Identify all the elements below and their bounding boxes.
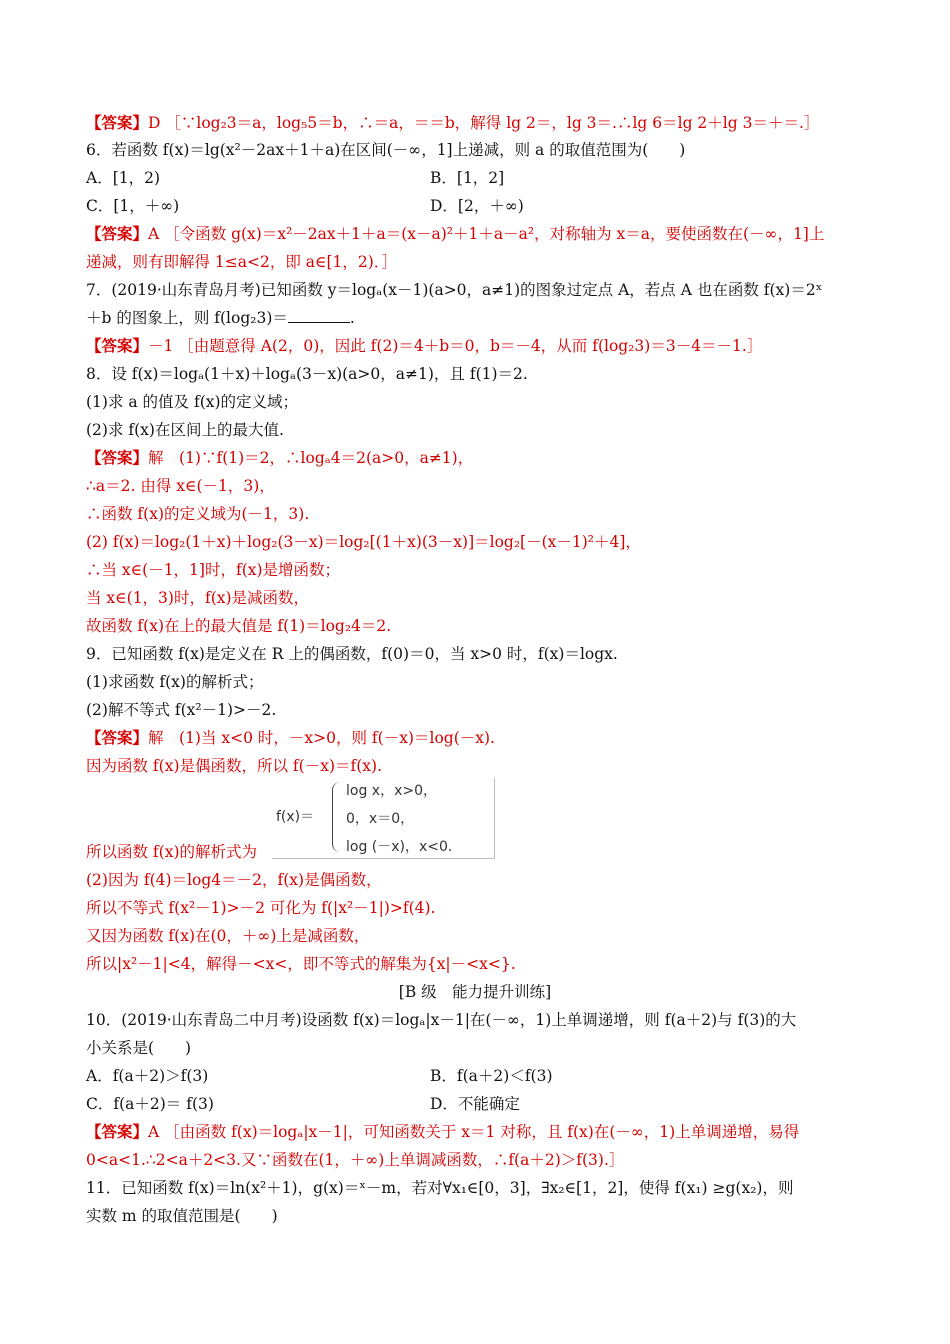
option-b: B．[1，2] xyxy=(430,169,505,187)
question-7-cont: ＋b 的图象上，则 f(log₂3)＝ . xyxy=(86,309,355,327)
answer-8-line-3: ∴函数 f(x)的定义域为(－1，3). xyxy=(86,505,310,523)
answer-10: 【答案】A ［由函数 f(x)＝logₐ|x－1|，可知函数关于 x＝1 对称，且 f(x)在(－∞，1)上单调递增，易得 xyxy=(86,1123,800,1141)
option-d: D．不能确定 xyxy=(430,1095,520,1113)
answer-9-line-5: 所以不等式 f(x²－1)>－2 可化为 f(|x²－1|)>f(4). xyxy=(86,899,436,917)
answer-9-line-2: 因为函数 f(x)是偶函数，所以 f(－x)＝f(x). xyxy=(86,757,382,775)
answer-10-cont: 0<a<1.∴2<a＋2<3.又∵函数在(1，＋∞)上单调减函数，∴f(a＋2)＞f(3).］ xyxy=(86,1151,625,1169)
answer-8-line-7: 故函数 f(x)在上的最大值是 f(1)＝log₂4＝2. xyxy=(86,617,392,635)
question-8-part-1: (1)求 a 的值及 f(x)的定义域； xyxy=(86,393,299,411)
answer-8-line-5: ∴当 x∈(－1，1]时，f(x)是增函数； xyxy=(86,561,341,579)
answer-9-line-7: 所以|x²－1|<4，解得－<x<，即不等式的解集为{x|－<x<}. xyxy=(86,955,516,973)
option-c: C．[1，＋∞) xyxy=(86,197,180,215)
answer-6-cont: 递减，则有即解得 1≤a<2，即 a∈[1，2)．］ xyxy=(86,253,398,271)
answer-7: 【答案】－1 ［由题意得 A(2，0)，因此 f(2)＝4＋b＝0，b＝－4，从而 f(log₂3)＝3－4＝－1.］ xyxy=(86,337,763,355)
question-8-part-2: (2)求 f(x)在区间上的最大值. xyxy=(86,421,284,439)
answer-8-line-6: 当 x∈(1，3)时，f(x)是减函数， xyxy=(86,589,310,607)
question-11: 11．已知函数 f(x)＝ln(x²＋1)，g(x)＝ˣ－m，若对∀x₁∈[0，3]，∃x₂∈[1，2]，使得 f(x₁) ≥g(x₂)，则 xyxy=(86,1179,794,1197)
answer-blank xyxy=(288,308,350,323)
answer-8-line-2: ∴a＝2. 由得 x∈(－1，3)， xyxy=(86,477,275,495)
question-9-part-1: (1)求函数 f(x)的解析式； xyxy=(86,673,264,691)
answer-6: 【答案】A ［令函数 g(x)＝x²－2ax＋1＋a＝(x－a)²＋1＋a－a²，对称轴为 x＝a，要使函数在(－∞，1]上 xyxy=(86,225,825,243)
option-d: D．[2，＋∞) xyxy=(430,197,524,215)
answer-8-line-4: (2) f(x)＝log₂(1＋x)＋log₂(3－x)＝log₂[(1＋x)(3－x)]＝log₂[－(x－1)²＋4]， xyxy=(86,533,641,551)
question-10-cont: 小关系是( ) xyxy=(86,1039,192,1057)
question-10: 10．(2019·山东青岛二中月考)设函数 f(x)＝logₐ|x－1|在(－∞，1)上单调递增，则 f(a＋2)与 f(3)的大 xyxy=(86,1011,797,1029)
answer-8: 【答案】解 (1)∵f(1)＝2，∴logₐ4＝2(a>0，a≠1)， xyxy=(86,449,474,467)
option-a: A．[1，2) xyxy=(86,169,161,187)
answer-9: 【答案】解 (1)当 x<0 时，－x>0，则 f(－x)＝log(－x). xyxy=(86,729,495,747)
question-11-cont: 实数 m 的取值范围是( ) xyxy=(86,1207,278,1225)
question-8: 8．设 f(x)＝logₐ(1＋x)＋logₐ(3－x)(a>0，a≠1)，且 f(1)＝2. xyxy=(86,365,528,383)
brace-icon xyxy=(332,782,343,852)
section-title: [B 级 能力提升训练] xyxy=(398,983,552,1001)
answer-9-line-4: (2)因为 f(4)＝log4＝－2，f(x)是偶函数， xyxy=(86,871,382,889)
answer-5: 【答案】D ［∵log₂3＝a，log₅5＝b，∴＝a，＝＝b，解得 lg 2＝，lg 3＝.∴lg 6＝lg 2＋lg 3＝＋＝.］ xyxy=(86,114,820,132)
piecewise-formula: f(x)＝ log x，x>0， 0，x＝0， log (－x)，x<0. xyxy=(272,778,495,859)
option-a: A．f(a＋2)＞f(3) xyxy=(86,1067,209,1085)
option-b: B．f(a＋2)＜f(3) xyxy=(430,1067,553,1085)
option-c: C．f(a＋2)＝ f(3) xyxy=(86,1095,214,1113)
answer-9-line-6: 又因为函数 f(x)在(0，＋∞)上是减函数， xyxy=(86,927,370,945)
question-6: 6．若函数 f(x)＝lg(x²－2ax＋1＋a)在区间(－∞，1]上递减，则 a 的取值范围为( ) xyxy=(86,141,686,159)
question-7: 7．(2019·山东青岛月考)已知函数 y＝logₐ(x－1)(a>0，a≠1)的图象过定点 A，若点 A 也在函数 f(x)＝2ˣ xyxy=(86,281,823,299)
question-9-part-2: (2)解不等式 f(x²－1)>－2. xyxy=(86,701,277,719)
answer-9-line-3: 所以函数 f(x)的解析式为 xyxy=(86,843,258,861)
question-9: 9．已知函数 f(x)是定义在 R 上的偶函数，f(0)＝0，当 x>0 时，f(x)＝logx. xyxy=(86,645,618,663)
